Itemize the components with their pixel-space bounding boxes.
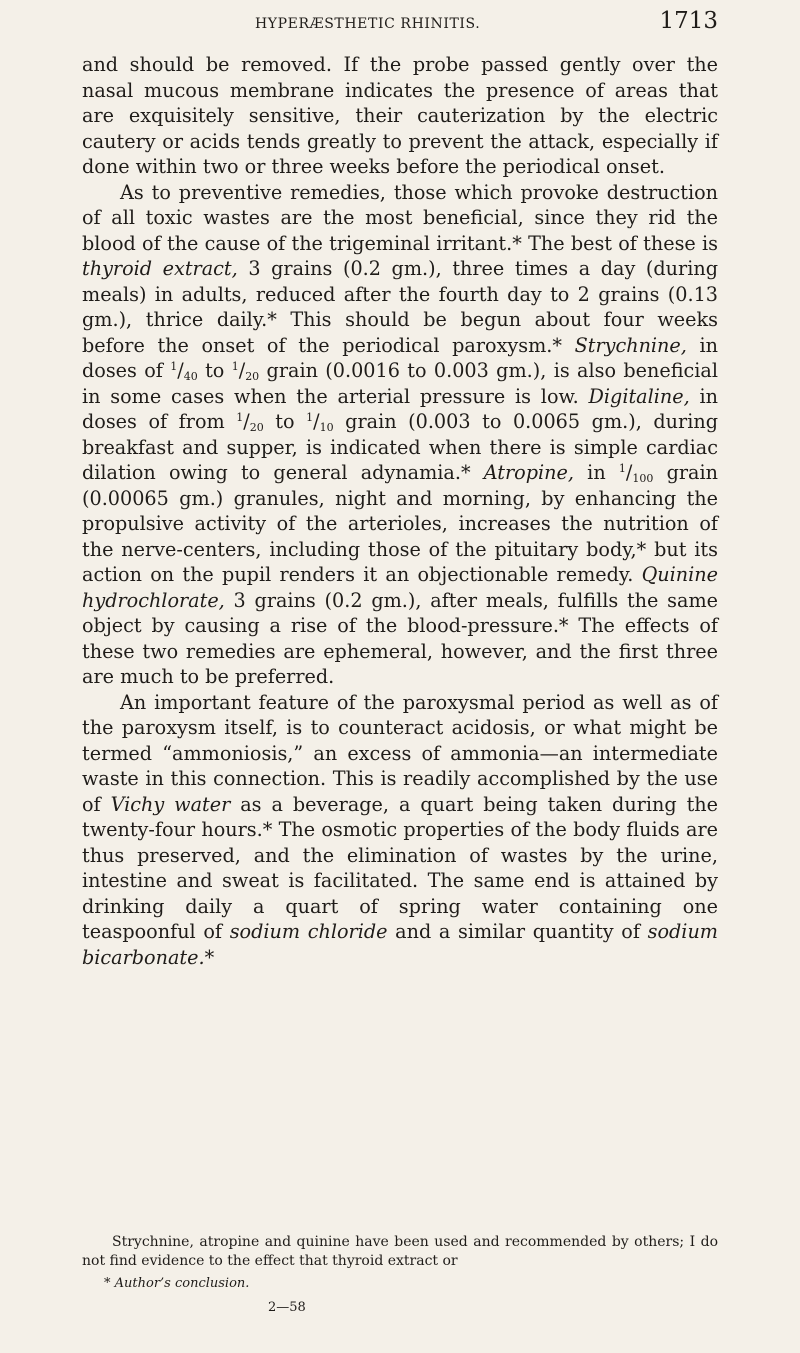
running-head xyxy=(0,8,800,40)
drug-quinine: Quinine hydrochlorate, xyxy=(82,563,718,612)
sodium-bicarbonate: sodium bicarbonate.* xyxy=(82,920,718,969)
paragraph-2: As to preventive remedies, those which provoke destruction of all toxic wastes are the most beneficial, since they rid the blood of the cause of the trigeminal irritant.* The best of these is thyroid extract, 3 grains (0.2 gm.), three times a day (during meals) in adults, reduced after the fourth day to 2 grains (0.13 gm.), thrice daily.* This should be begun about four weeks before the onset of the periodical paroxysm.* Strychnine, in doses of $^1/_{40}$ to $^1/_{20}$ grain (0.0016 to 0.003 gm.), is also beneficial in some cases when the arterial pressure is low. Digitaline, in doses of from $^1/_{20}$ to $^1/_{10}$ grain (0.003 to 0.0065 gm.), during breakfast and supper, is indicated when there is simple cardiac dilation owing to general adynamia.* Atropine, in $^1/_{100}$ grain (0.00065 gm.) granules, night and morning, by enhancing the propulsive activity of the arterioles, increases the nutrition of the nerve-centers, including those of the pituitary body,* but its action on the pupil renders it an objectionable remedy. Quinine hydrochlorate, 3 grains (0.2 gm.), after meals, fulfills the same object by causing a rise of the blood-pressure.* The effects of these two remedies are ephemeral, however, and the first three are much to be preferred. xyxy=(82,180,718,688)
fraction-1-100: $^1/_{100}$ xyxy=(618,461,654,485)
fraction-1-10: $^1/_{10}$ xyxy=(306,410,334,434)
vichy-water: Vichy water xyxy=(110,792,231,816)
signature-mark: 2—58 xyxy=(268,1300,306,1315)
drug-atropine: Atropine, xyxy=(483,461,574,484)
running-title: HYPERÆSTHETIC RHINITIS. xyxy=(255,16,481,32)
drug-thyroid-extract: thyroid extract, xyxy=(82,257,238,280)
page-number: 1713 xyxy=(659,8,718,34)
fraction-1-20b: $^1/_{20}$ xyxy=(236,410,264,434)
footnote: * Author’s conclusion. xyxy=(104,1276,250,1291)
paragraph-1: and should be removed. If the probe passed gently over the nasal mucous membrane indicates the presence of areas that are exquisitely sensitive, their cauterization by the electric cautery or acids tends greatly to prevent the attack, especially if done within two or three weeks before the periodical onset. xyxy=(82,53,718,178)
fraction-1-40: $^1/_{40}$ xyxy=(170,359,198,383)
drug-digitaline: Digitaline, xyxy=(588,384,690,408)
fraction-1-20: $^1/_{20}$ xyxy=(231,359,260,383)
paragraph-3: An important feature of the paroxysmal period as well as of the paroxysm itself, is to counteract acidosis, or what might be termed “ammoniosis,” an excess of ammonia—an intermediate waste in this connection. This is readily accomplished by the use of Vichy water as a beverage, a quart being taken during the twenty-four hours.* The osmotic properties of the body fluids are thus preserved, and the elimination of wastes by the urine, intestine and sweat is facilitated. The same end is attained by drinking daily a quart of spring water containing one teaspoonful of sodium chloride and a similar quantity of sodium bicarbonate.* xyxy=(82,690,718,969)
sodium-chloride: sodium chloride xyxy=(229,920,388,943)
small-print-note: Strychnine, atropine and quinine have been used and recommended by others; I do not find evidence to the effect that thyroid extract or xyxy=(82,1234,718,1269)
main-text xyxy=(82,52,718,970)
drug-strychnine: Strychnine, xyxy=(574,333,687,357)
